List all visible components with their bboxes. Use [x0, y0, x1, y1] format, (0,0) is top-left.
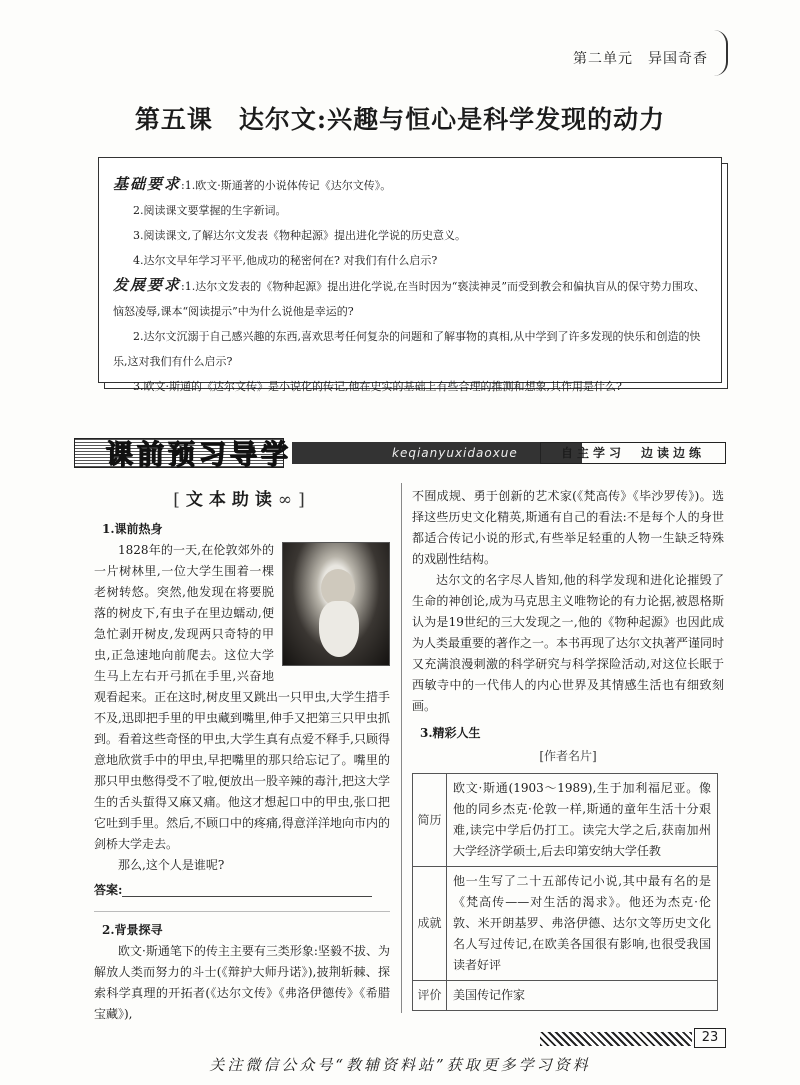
column-divider: [401, 483, 402, 1013]
darwin-intro-para: 达尔文的名字尽人皆知,他的科学发现和进化论摧毁了生命的神创论,成为马克思主义唯物论的有力论据,被恩格斯认为是19世纪的三大发现之一,他的《物种起源》也因此成为人类最重要的著作之一。本书再现了达尔文执著严谨同时又充满浪漫刺激的科学研究与科学探险活动,对这位长眠于西敏寺中的一代伟人的内心世界及其情感生活也有细致刻画。: [412, 573, 725, 713]
lesson-title: 第五课 达尔文:兴趣与恒心是科学发现的动力: [134, 105, 666, 134]
warmup-story: 1828年的一天,在伦敦郊外的一片树林里,一位大学生围着一棵老树转悠。突然,他发现在将要脱落的树皮下,有虫子在里边蠕动,便急忙剥开树皮,发现两只奇特的甲虫,正急速地向前爬去。这位大学生马上左右开弓抓在手里,兴奋地观看起来。正在这时,树皮里又跳出一只甲虫,大学生措手不及,迅即把手里的甲虫藏到嘴里,伸手又把第三只甲虫抓到。看着这些奇怪的甲虫,大学生真有点爱不释手,只顾得意地欣赏手中的甲虫,早把嘴里的那只给忘记了。嘴里的那只甲虫憋得受不了啦,便放出一股辛辣的毒汁,把这大学生的舌头蜇得又麻又痛。他这才想起口中的甲虫,张口把它吐到手里。然后,不顾口中的疼痛,得意洋洋地向市内的剑桥大学走去。: [94, 543, 390, 851]
answer-label: 答案:: [94, 883, 123, 897]
answer-row: [94, 880, 390, 901]
row-key-resume: 简历: [413, 774, 447, 867]
answer-blank[interactable]: [122, 885, 372, 897]
banner-subtitle: 自主学习 边读边练: [540, 442, 726, 464]
right-column: [412, 486, 724, 1011]
basic-req-1: :1.欧文·斯通著的小说体传记《达尔文传》。: [181, 179, 392, 192]
basic-req-4: 4.达尔文早年学习平平,他成功的秘密何在? 对我们有什么启示?: [133, 254, 438, 267]
background-continued: 不囿成规、勇于创新的艺术家(《梵高传》《毕沙罗传》)。选择这些历史文化精英,斯通有自己的看法:不是每个人的身世都适合传记小说的形式,有些举足轻重的人物一生缺乏特殊的戏剧性结构。: [412, 489, 724, 566]
background-para: 欧文·斯通笔下的传主主要有三类形象:坚毅不拔、为解放人类而努力的斗士(《辩护大师丹诺》),披荆斩棘、探索科学真理的开拓者(《达尔文传》《弗洛伊德传》《希腊宝藏》),: [94, 944, 390, 1021]
row-value-evaluation: 美国传记作家: [447, 981, 718, 1011]
background-heading: 2.背景探寻: [102, 923, 163, 937]
page-hatch: [540, 1032, 692, 1046]
footer-promo: 关注微信公众号“教辅资料站”获取更多学习资料: [209, 1056, 591, 1074]
basic-req-heading: 基础要求: [113, 175, 182, 193]
adv-req-2: 2.达尔文沉溺于自己感兴趣的东西,喜欢思考任何复杂的问题和了解事物的真相,从中学到了许多发现的快乐和创造的快乐,这对我们有什么启示?: [113, 330, 701, 368]
adv-req-line-1: [113, 273, 709, 324]
row-value-resume: 欧文·斯通(1903～1989),生于加利福尼亚。像他的同乡杰克·伦敦一样,斯通的童年生活十分艰难,读完中学后仍打工。读完大学之后,获南加州大学经济学硕士,后去印第安纳大学任教: [447, 774, 718, 867]
row-key-evaluation: 评价: [413, 981, 447, 1011]
page-number: 23: [694, 1028, 726, 1048]
section-separator: [94, 911, 390, 912]
section-banner: [74, 438, 726, 471]
portrait-beard: [319, 601, 359, 657]
table-row: [413, 774, 718, 867]
author-card-tag: [作者名片]: [539, 749, 597, 763]
banner-title: 课前预习导学: [106, 440, 292, 471]
adv-req-heading: 发展要求: [113, 276, 182, 294]
page-number-block: [540, 1026, 726, 1048]
darwin-portrait: [282, 542, 390, 666]
left-column: [94, 488, 390, 1025]
requirements-box: [98, 157, 722, 393]
life-heading: 3.精彩人生: [420, 726, 481, 740]
basic-req-3: 3.阅读课文,了解达尔文发表《物种起源》提出进化学说的历史意义。: [133, 229, 466, 242]
adv-req-1: :1.达尔文发表的《物种起源》提出进化学说,在当时因为“亵渎神灵”而受到教会和偏执盲从的保守势力围攻、恼怒凌辱,课本“阅读提示”中为什么说他是幸运的?: [113, 280, 705, 318]
text-help-label: 文本助读: [185, 490, 278, 510]
row-key-achievement: 成就: [413, 867, 447, 981]
row-value-achievement: 他一生写了二十五部传记小说,其中最有名的是《梵高传——对生活的渴求》。他还为杰克·伦敦、米开朗基罗、弗洛伊德、达尔文等历史文化名人写过传记,在欧美各国很有影响,也很受我国读者好评: [447, 867, 718, 981]
unit-header: 第二单元 异国奇香: [573, 51, 708, 67]
warmup-heading: 1.课前热身: [102, 522, 163, 536]
header-bracket: [714, 30, 728, 76]
author-card-table: [412, 773, 718, 1011]
warmup-question: 那么,这个人是谁呢?: [118, 858, 225, 872]
table-row: [413, 867, 718, 981]
basic-req-line-1: [113, 172, 709, 198]
basic-req-2: 2.阅读课文要掌握的生字新词。: [133, 204, 287, 217]
text-help-title: [文本助读∞]: [173, 490, 311, 510]
table-row: [413, 981, 718, 1011]
adv-req-3: 3.欧文·斯通的《达尔文传》是小说化的传记,他在史实的基础上有些合理的推测和想象,其作用是什么?: [133, 380, 622, 393]
banner-pinyin: keqianyuxidaoxue: [292, 442, 582, 464]
